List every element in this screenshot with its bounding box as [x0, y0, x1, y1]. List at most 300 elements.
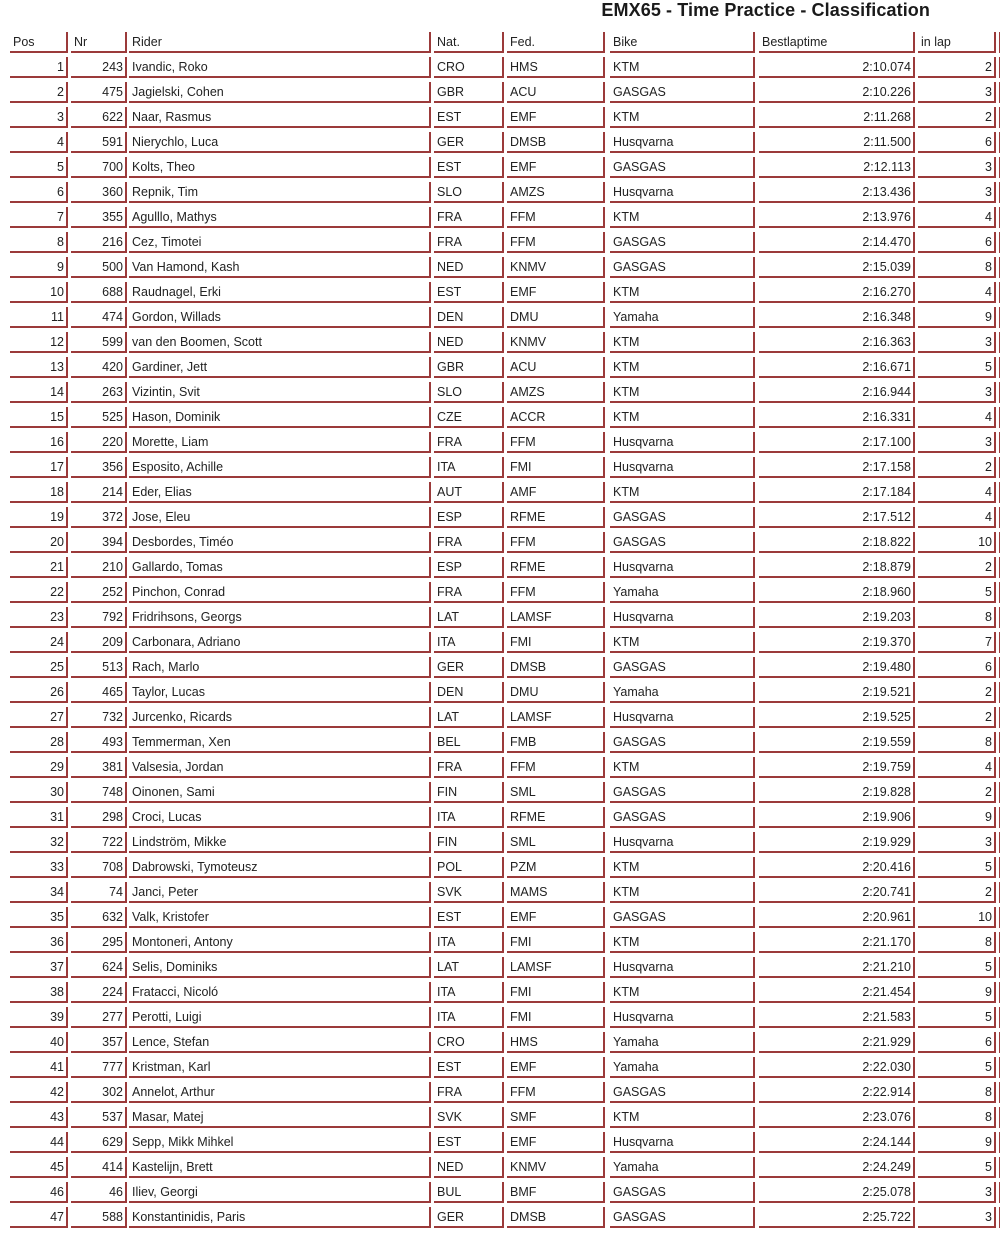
cell-in-lap: 2 — [918, 457, 996, 478]
cell-bestlaptime: 2:12.113 — [759, 157, 915, 178]
cell-nr: 732 — [71, 707, 127, 728]
cell-pos: 32 — [10, 832, 68, 853]
cell-fed: DMSB — [507, 1207, 605, 1228]
cell-fed: DMSB — [507, 132, 605, 153]
cell-rider: Kolts, Theo — [129, 157, 431, 178]
cell-bestlaptime: 2:19.521 — [759, 682, 915, 703]
cell-bike: GASGAS — [610, 257, 755, 278]
cell-nat: ESP — [434, 557, 504, 578]
cell-pos: 28 — [10, 732, 68, 753]
cell-rider: Fridrihsons, Georgs — [129, 607, 431, 628]
cell-pos: 16 — [10, 432, 68, 453]
cell-pos: 34 — [10, 882, 68, 903]
cell-bestlaptime: 2:21.210 — [759, 957, 915, 978]
cell-bestlaptime: 2:22.914 — [759, 1082, 915, 1103]
cell-rider: Ivandic, Roko — [129, 57, 431, 78]
cell-bestlaptime: 2:19.906 — [759, 807, 915, 828]
cell-bestlaptime: 2:10.226 — [759, 82, 915, 103]
cell-bestlaptime: 2:19.203 — [759, 607, 915, 628]
cell-nat: CRO — [434, 1032, 504, 1053]
cell-bike: Yamaha — [610, 682, 755, 703]
cell-pos: 37 — [10, 957, 68, 978]
cell-pos: 39 — [10, 1007, 68, 1028]
cell-pos: 35 — [10, 907, 68, 928]
cell-fed: ACU — [507, 357, 605, 378]
cell-fed: RFME — [507, 807, 605, 828]
cell-in-lap: 2 — [918, 882, 996, 903]
cell-in-lap: 4 — [918, 407, 996, 428]
cell-pos: 11 — [10, 307, 68, 328]
cell-bestlaptime: 2:10.074 — [759, 57, 915, 78]
cell-nr: 465 — [71, 682, 127, 703]
cell-nat: ITA — [434, 1007, 504, 1028]
cell-bestlaptime: 2:14.470 — [759, 232, 915, 253]
cell-nr: 243 — [71, 57, 127, 78]
cell-bestlaptime: 2:20.741 — [759, 882, 915, 903]
cell-rider: Kastelijn, Brett — [129, 1157, 431, 1178]
cell-bestlaptime: 2:20.961 — [759, 907, 915, 928]
cell-bestlaptime: 2:21.929 — [759, 1032, 915, 1053]
cell-fed: LAMSF — [507, 957, 605, 978]
cell-nat: FRA — [434, 532, 504, 553]
cell-nr: 748 — [71, 782, 127, 803]
cell-nr: 214 — [71, 482, 127, 503]
cell-bestlaptime: 2:20.416 — [759, 857, 915, 878]
cell-bestlaptime: 2:19.828 — [759, 782, 915, 803]
cell-fed: RFME — [507, 557, 605, 578]
cell-fed: FMI — [507, 632, 605, 653]
cell-nat: ITA — [434, 932, 504, 953]
cell-bike: Husqvarna — [610, 457, 755, 478]
cell-bike: GASGAS — [610, 657, 755, 678]
cell-fed: FMI — [507, 932, 605, 953]
cell-nr: 295 — [71, 932, 127, 953]
cell-rider: Cez, Timotei — [129, 232, 431, 253]
cell-pos: 15 — [10, 407, 68, 428]
cell-pos: 21 — [10, 557, 68, 578]
cell-nat: LAT — [434, 607, 504, 628]
cell-bestlaptime: 2:21.583 — [759, 1007, 915, 1028]
cell-pos: 19 — [10, 507, 68, 528]
cell-pos: 22 — [10, 582, 68, 603]
cell-bike: Husqvarna — [610, 1007, 755, 1028]
cell-rider: van den Boomen, Scott — [129, 332, 431, 353]
cell-bike: GASGAS — [610, 82, 755, 103]
cell-pos: 25 — [10, 657, 68, 678]
cell-bestlaptime: 2:16.944 — [759, 382, 915, 403]
cell-fed: EMF — [507, 907, 605, 928]
cell-nr: 622 — [71, 107, 127, 128]
cell-bestlaptime: 2:22.030 — [759, 1057, 915, 1078]
cell-nr: 394 — [71, 532, 127, 553]
cell-nr: 513 — [71, 657, 127, 678]
cell-rider: Montoneri, Antony — [129, 932, 431, 953]
cell-pos: 2 — [10, 82, 68, 103]
cell-nr: 298 — [71, 807, 127, 828]
cell-bestlaptime: 2:18.822 — [759, 532, 915, 553]
cell-nat: GER — [434, 1207, 504, 1228]
cell-rider: Konstantinidis, Paris — [129, 1207, 431, 1228]
cell-rider: Fratacci, Nicoló — [129, 982, 431, 1003]
cell-nat: DEN — [434, 307, 504, 328]
cell-in-lap: 5 — [918, 1057, 996, 1078]
cell-rider: Gordon, Willads — [129, 307, 431, 328]
cell-nr: 356 — [71, 457, 127, 478]
cell-pos: 18 — [10, 482, 68, 503]
cell-rider: Selis, Dominiks — [129, 957, 431, 978]
cell-rider: Esposito, Achille — [129, 457, 431, 478]
cell-nat: ITA — [434, 982, 504, 1003]
cell-fed: FFM — [507, 207, 605, 228]
cell-bike: KTM — [610, 357, 755, 378]
cell-in-lap: 8 — [918, 732, 996, 753]
cell-nr: 414 — [71, 1157, 127, 1178]
cell-nat: ESP — [434, 507, 504, 528]
cell-bike: KTM — [610, 57, 755, 78]
cell-fed: DMU — [507, 307, 605, 328]
cell-rider: Carbonara, Adriano — [129, 632, 431, 653]
cell-pos: 13 — [10, 357, 68, 378]
cell-fed: HMS — [507, 57, 605, 78]
cell-bike: KTM — [610, 632, 755, 653]
cell-nat: SLO — [434, 182, 504, 203]
cell-bestlaptime: 2:17.184 — [759, 482, 915, 503]
cell-in-lap: 10 — [918, 907, 996, 928]
cell-in-lap: 2 — [918, 57, 996, 78]
cell-bestlaptime: 2:16.348 — [759, 307, 915, 328]
cell-nr: 220 — [71, 432, 127, 453]
cell-fed: EMF — [507, 1132, 605, 1153]
cell-in-lap: 5 — [918, 857, 996, 878]
cell-rider: Lence, Stefan — [129, 1032, 431, 1053]
cell-fed: LAMSF — [507, 607, 605, 628]
cell-bike: Husqvarna — [610, 607, 755, 628]
cell-rider: Valk, Kristofer — [129, 907, 431, 928]
cell-bestlaptime: 2:11.500 — [759, 132, 915, 153]
cell-rider: Annelot, Arthur — [129, 1082, 431, 1103]
header-fed: Fed. — [507, 32, 605, 53]
cell-pos: 20 — [10, 532, 68, 553]
cell-nat: SLO — [434, 382, 504, 403]
cell-fed: KNMV — [507, 257, 605, 278]
cell-fed: FMI — [507, 1007, 605, 1028]
cell-bestlaptime: 2:21.170 — [759, 932, 915, 953]
cell-nr: 381 — [71, 757, 127, 778]
cell-bike: KTM — [610, 932, 755, 953]
cell-bike: Yamaha — [610, 1032, 755, 1053]
cell-in-lap: 3 — [918, 1207, 996, 1228]
cell-nat: EST — [434, 1057, 504, 1078]
cell-in-lap: 2 — [918, 682, 996, 703]
cell-bike: Husqvarna — [610, 557, 755, 578]
cell-bestlaptime: 2:19.929 — [759, 832, 915, 853]
cell-in-lap: 5 — [918, 1007, 996, 1028]
cell-bike: GASGAS — [610, 507, 755, 528]
cell-nat: NED — [434, 1157, 504, 1178]
cell-nat: GBR — [434, 357, 504, 378]
cell-in-lap: 2 — [918, 782, 996, 803]
cell-fed: EMF — [507, 107, 605, 128]
cell-pos: 46 — [10, 1182, 68, 1203]
cell-fed: HMS — [507, 1032, 605, 1053]
cell-nr: 46 — [71, 1182, 127, 1203]
cell-nr: 252 — [71, 582, 127, 603]
cell-bestlaptime: 2:19.525 — [759, 707, 915, 728]
cell-rider: Jagielski, Cohen — [129, 82, 431, 103]
cell-bestlaptime: 2:17.512 — [759, 507, 915, 528]
cell-bike: Husqvarna — [610, 1132, 755, 1153]
cell-bestlaptime: 2:11.268 — [759, 107, 915, 128]
cell-fed: AMF — [507, 482, 605, 503]
cell-nr: 792 — [71, 607, 127, 628]
cell-bestlaptime: 2:19.480 — [759, 657, 915, 678]
cell-bike: KTM — [610, 482, 755, 503]
cell-nat: FRA — [434, 1082, 504, 1103]
cell-nr: 277 — [71, 1007, 127, 1028]
cell-bestlaptime: 2:16.671 — [759, 357, 915, 378]
cell-nr: 357 — [71, 1032, 127, 1053]
cell-bestlaptime: 2:13.436 — [759, 182, 915, 203]
cell-nat: FRA — [434, 232, 504, 253]
cell-bike: GASGAS — [610, 1182, 755, 1203]
cell-bike: Husqvarna — [610, 832, 755, 853]
cell-nr: 588 — [71, 1207, 127, 1228]
cell-rider: Iliev, Georgi — [129, 1182, 431, 1203]
cell-fed: EMF — [507, 282, 605, 303]
cell-fed: DMSB — [507, 657, 605, 678]
cell-nat: FRA — [434, 582, 504, 603]
cell-bike: GASGAS — [610, 532, 755, 553]
cell-rider: Gardiner, Jett — [129, 357, 431, 378]
cell-fed: FFM — [507, 582, 605, 603]
cell-fed: KNMV — [507, 332, 605, 353]
cell-bike: GASGAS — [610, 157, 755, 178]
cell-rider: Jose, Eleu — [129, 507, 431, 528]
cell-nat: GBR — [434, 82, 504, 103]
cell-nat: EST — [434, 1132, 504, 1153]
cell-rider: Desbordes, Timéo — [129, 532, 431, 553]
cell-fed: AMZS — [507, 382, 605, 403]
cell-in-lap: 6 — [918, 232, 996, 253]
cell-nr: 493 — [71, 732, 127, 753]
cell-rider: Nierychlo, Luca — [129, 132, 431, 153]
header-bestlaptime: Bestlaptime — [759, 32, 915, 53]
cell-pos: 45 — [10, 1157, 68, 1178]
cell-nr: 420 — [71, 357, 127, 378]
cell-bike: KTM — [610, 332, 755, 353]
cell-in-lap: 3 — [918, 382, 996, 403]
cell-in-lap: 4 — [918, 207, 996, 228]
cell-pos: 26 — [10, 682, 68, 703]
cell-bestlaptime: 2:16.270 — [759, 282, 915, 303]
cell-nat: DEN — [434, 682, 504, 703]
cell-pos: 33 — [10, 857, 68, 878]
cell-pos: 43 — [10, 1107, 68, 1128]
cell-nat: FRA — [434, 432, 504, 453]
cell-pos: 8 — [10, 232, 68, 253]
cell-bestlaptime: 2:24.249 — [759, 1157, 915, 1178]
cell-in-lap: 9 — [918, 982, 996, 1003]
cell-bike: KTM — [610, 882, 755, 903]
cell-nat: FRA — [434, 207, 504, 228]
cell-fed: FMB — [507, 732, 605, 753]
cell-in-lap: 8 — [918, 257, 996, 278]
cell-pos: 44 — [10, 1132, 68, 1153]
cell-nr: 525 — [71, 407, 127, 428]
cell-nat: GER — [434, 657, 504, 678]
cell-nr: 216 — [71, 232, 127, 253]
cell-bike: Husqvarna — [610, 132, 755, 153]
cell-rider: Raudnagel, Erki — [129, 282, 431, 303]
cell-bestlaptime: 2:19.559 — [759, 732, 915, 753]
cell-bestlaptime: 2:23.076 — [759, 1107, 915, 1128]
cell-in-lap: 2 — [918, 107, 996, 128]
cell-fed: FFM — [507, 757, 605, 778]
cell-rider: Masar, Matej — [129, 1107, 431, 1128]
cell-pos: 4 — [10, 132, 68, 153]
cell-bike: GASGAS — [610, 1082, 755, 1103]
header-nr: Nr — [71, 32, 127, 53]
cell-pos: 29 — [10, 757, 68, 778]
cell-bike: Yamaha — [610, 1057, 755, 1078]
cell-nr: 629 — [71, 1132, 127, 1153]
cell-in-lap: 8 — [918, 607, 996, 628]
cell-nat: SVK — [434, 882, 504, 903]
cell-in-lap: 4 — [918, 507, 996, 528]
cell-pos: 9 — [10, 257, 68, 278]
cell-nat: CRO — [434, 57, 504, 78]
cell-rider: Janci, Peter — [129, 882, 431, 903]
cell-rider: Kristman, Karl — [129, 1057, 431, 1078]
cell-nr: 708 — [71, 857, 127, 878]
cell-fed: KNMV — [507, 1157, 605, 1178]
cell-nr: 624 — [71, 957, 127, 978]
cell-pos: 38 — [10, 982, 68, 1003]
cell-in-lap: 3 — [918, 332, 996, 353]
cell-fed: MAMS — [507, 882, 605, 903]
cell-bestlaptime: 2:18.879 — [759, 557, 915, 578]
cell-bike: KTM — [610, 1107, 755, 1128]
cell-bike: KTM — [610, 207, 755, 228]
cell-nr: 722 — [71, 832, 127, 853]
cell-fed: DMU — [507, 682, 605, 703]
cell-nat: ITA — [434, 807, 504, 828]
cell-bestlaptime: 2:25.722 — [759, 1207, 915, 1228]
cell-in-lap: 4 — [918, 757, 996, 778]
cell-pos: 12 — [10, 332, 68, 353]
cell-in-lap: 9 — [918, 807, 996, 828]
cell-nat: FRA — [434, 757, 504, 778]
cell-bestlaptime: 2:13.976 — [759, 207, 915, 228]
cell-fed: EMF — [507, 157, 605, 178]
cell-pos: 7 — [10, 207, 68, 228]
cell-fed: FMI — [507, 982, 605, 1003]
cell-nat: NED — [434, 332, 504, 353]
cell-fed: FMI — [507, 457, 605, 478]
cell-pos: 10 — [10, 282, 68, 303]
cell-bike: Husqvarna — [610, 707, 755, 728]
cell-bike: GASGAS — [610, 232, 755, 253]
cell-bike: GASGAS — [610, 1207, 755, 1228]
cell-fed: ACCR — [507, 407, 605, 428]
cell-rider: Pinchon, Conrad — [129, 582, 431, 603]
cell-nr: 355 — [71, 207, 127, 228]
cell-rider: Lindström, Mikke — [129, 832, 431, 853]
cell-bike: Husqvarna — [610, 957, 755, 978]
cell-bike: Yamaha — [610, 582, 755, 603]
cell-fed: BMF — [507, 1182, 605, 1203]
cell-nr: 263 — [71, 382, 127, 403]
cell-in-lap: 7 — [918, 632, 996, 653]
cell-nr: 475 — [71, 82, 127, 103]
cell-fed: FFM — [507, 232, 605, 253]
cell-in-lap: 3 — [918, 1182, 996, 1203]
cell-nat: ITA — [434, 632, 504, 653]
cell-rider: Oinonen, Sami — [129, 782, 431, 803]
cell-pos: 41 — [10, 1057, 68, 1078]
cell-in-lap: 3 — [918, 157, 996, 178]
cell-nat: CZE — [434, 407, 504, 428]
header-rider: Rider — [129, 32, 431, 53]
cell-bestlaptime: 2:25.078 — [759, 1182, 915, 1203]
cell-in-lap: 9 — [918, 307, 996, 328]
cell-pos: 5 — [10, 157, 68, 178]
cell-rider: Jurcenko, Ricards — [129, 707, 431, 728]
cell-nr: 210 — [71, 557, 127, 578]
cell-bestlaptime: 2:16.331 — [759, 407, 915, 428]
cell-nat: NED — [434, 257, 504, 278]
cell-in-lap: 3 — [918, 832, 996, 853]
cell-pos: 23 — [10, 607, 68, 628]
cell-bike: KTM — [610, 857, 755, 878]
cell-in-lap: 10 — [918, 532, 996, 553]
cell-nr: 591 — [71, 132, 127, 153]
cell-pos: 31 — [10, 807, 68, 828]
cell-nr: 688 — [71, 282, 127, 303]
cell-in-lap: 6 — [918, 132, 996, 153]
cell-fed: EMF — [507, 1057, 605, 1078]
cell-in-lap: 3 — [918, 182, 996, 203]
cell-nat: SVK — [434, 1107, 504, 1128]
cell-bike: KTM — [610, 107, 755, 128]
cell-in-lap: 3 — [918, 82, 996, 103]
cell-in-lap: 9 — [918, 1132, 996, 1153]
cell-rider: Valsesia, Jordan — [129, 757, 431, 778]
cell-nat: FIN — [434, 782, 504, 803]
cell-nat: EST — [434, 907, 504, 928]
cell-pos: 36 — [10, 932, 68, 953]
cell-in-lap: 3 — [918, 432, 996, 453]
cell-bestlaptime: 2:19.370 — [759, 632, 915, 653]
cell-fed: LAMSF — [507, 707, 605, 728]
cell-rider: Naar, Rasmus — [129, 107, 431, 128]
cell-pos: 40 — [10, 1032, 68, 1053]
cell-in-lap: 2 — [918, 557, 996, 578]
cell-nat: FIN — [434, 832, 504, 853]
cell-pos: 17 — [10, 457, 68, 478]
cell-rider: Agulllo, Mathys — [129, 207, 431, 228]
cell-bike: Yamaha — [610, 1157, 755, 1178]
cell-nr: 74 — [71, 882, 127, 903]
cell-in-lap: 5 — [918, 1157, 996, 1178]
cell-nr: 360 — [71, 182, 127, 203]
page-title: EMX65 - Time Practice - Classification — [601, 0, 930, 20]
cell-rider: Repnik, Tim — [129, 182, 431, 203]
cell-bestlaptime: 2:24.144 — [759, 1132, 915, 1153]
cell-in-lap: 4 — [918, 482, 996, 503]
cell-bike: KTM — [610, 407, 755, 428]
cell-fed: ACU — [507, 82, 605, 103]
